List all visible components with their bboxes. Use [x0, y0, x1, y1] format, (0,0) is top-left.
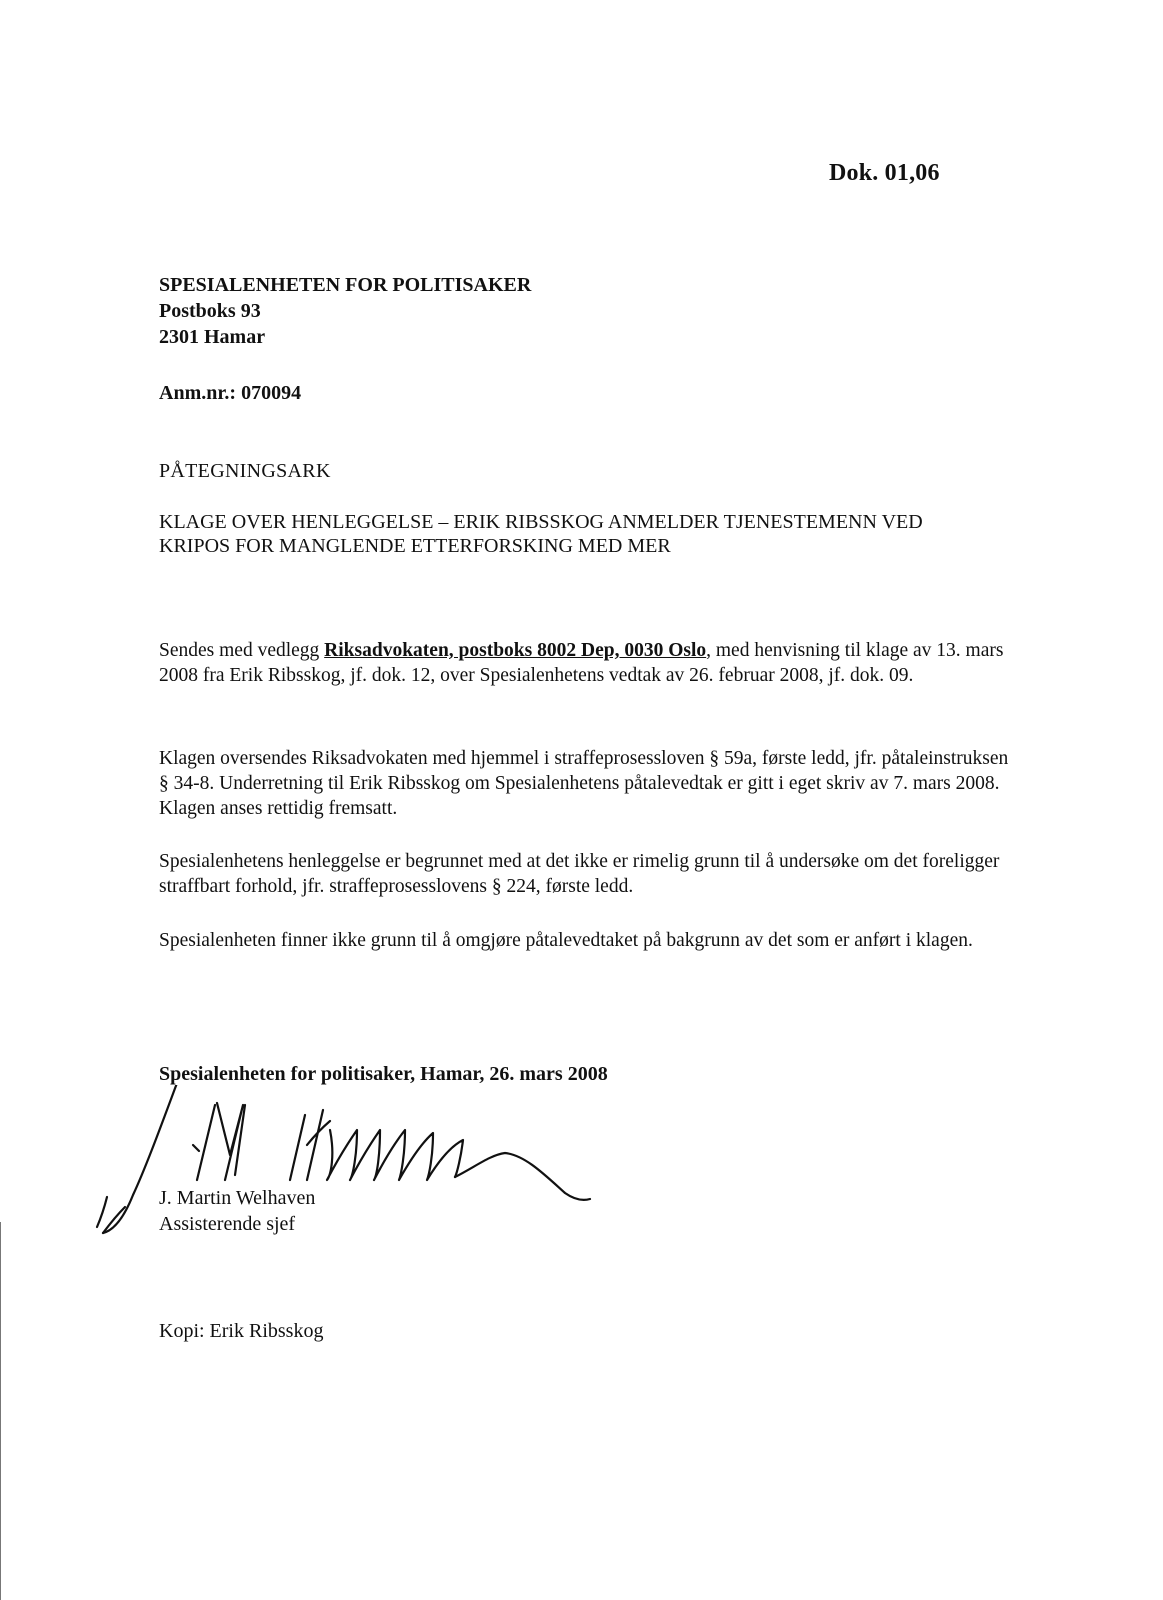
paragraph-referral [159, 638, 1019, 688]
addressee-emphasis: Riksadvokaten, postboks 8002 Dep, 0030 Oslo [324, 640, 707, 661]
recipient-address [159, 272, 531, 350]
paragraph-referral-lead: Sendes med vedlegg [159, 640, 325, 661]
document-number: Dok. 01,06 [829, 160, 940, 186]
paragraph-legal-basis: Klagen oversendes Riksadvokaten med hjemmel i straffeprosessloven § 59a, første ledd, jfr. påtaleinstruksen § 34-8. Underretning til Erik Ribsskog om Spesialenhetens påtalevedtak er gitt i eget skriv av 7. mars 2008. Klagen anses rettidig fremsatt. [159, 748, 1009, 819]
copy-recipient: Kopi: Erik Ribsskog [159, 1320, 324, 1342]
case-number: 070094 [241, 382, 302, 404]
place-and-date: Spesialenheten for politisaker, Hamar, 26. mars 2008 [159, 1063, 608, 1085]
case-reference [159, 382, 301, 405]
recipient-address-line: Postboks 93 [159, 300, 261, 322]
paragraph-referral-rest: , med henvisning til klage av 13. mars 2008 fra Erik Ribsskog, jf. dok. 12, over Spesialenhetens vedtak av 26. februar 2008, jf. dok. 09. [159, 640, 1004, 686]
signer-block [159, 1185, 315, 1237]
form-title: PÅTEGNINGSARK [159, 460, 331, 482]
scan-edge-line [0, 1222, 1, 1600]
subject-heading: KLAGE OVER HENLEGGELSE – ERIK RIBSSKOG ANMELDER TJENESTEMENN VED KRIPOS FOR MANGLENDE ETTERFORSKING MED MER [159, 511, 923, 557]
paragraph-conclusion: Spesialenheten finner ikke grunn til å omgjøre påtalevedtaket på bakgrunn av det som er anført i klagen. [159, 930, 973, 951]
recipient-name: SPESIALENHETEN FOR POLITISAKER [159, 274, 532, 296]
case-label: Anm.nr.: [159, 382, 237, 404]
signer-title: Assisterende sjef [159, 1213, 296, 1235]
recipient-city-line: 2301 Hamar [159, 326, 266, 348]
handwritten-signature [95, 1085, 595, 1265]
signer-name: J. Martin Welhaven [159, 1187, 316, 1209]
paragraph-reason: Spesialenhetens henleggelse er begrunnet med at det ikke er rimelig grunn til å undersøke om det foreligger straffbart forhold, jfr. straffeprosesslovens § 224, første ledd. [159, 851, 1000, 897]
